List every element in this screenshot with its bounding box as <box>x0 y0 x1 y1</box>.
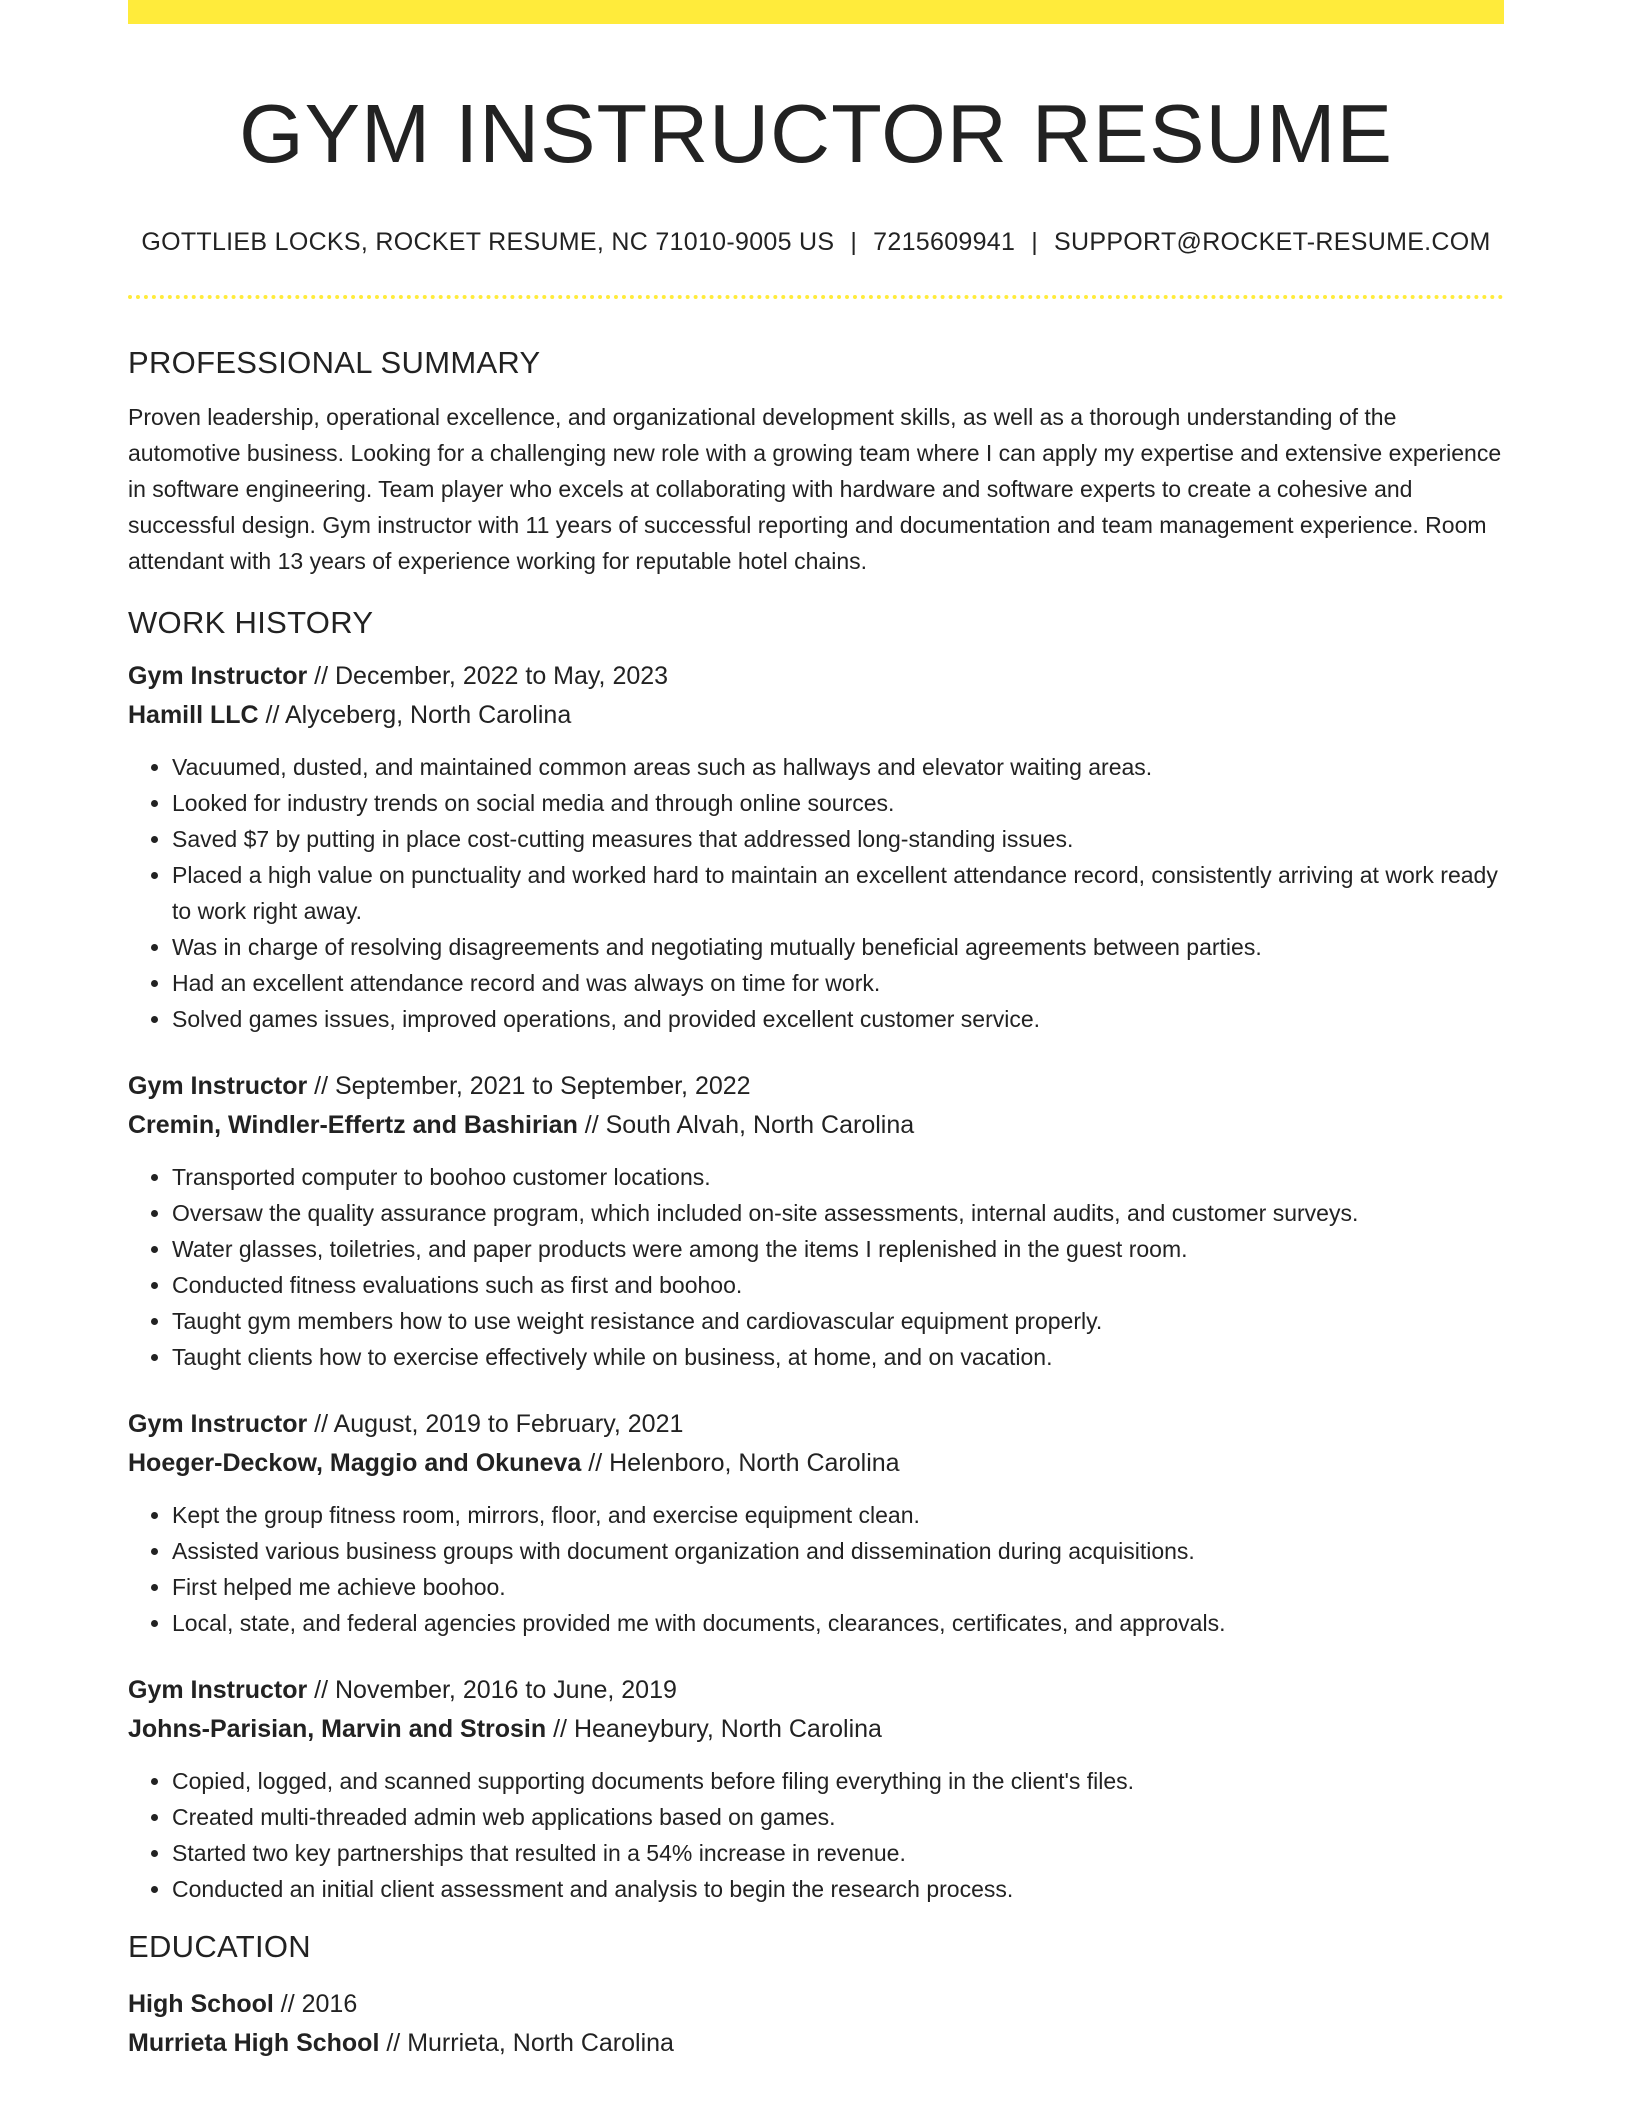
summary-heading: PROFESSIONAL SUMMARY <box>128 344 541 380</box>
list-item: • Saved $7 by putting in place cost-cutting measures that addressed long-standing issues. <box>172 821 1504 857</box>
list-item: • Started two key partnerships that resulted in a 54% increase in revenue. <box>172 1835 1504 1871</box>
list-item: • Conducted an initial client assessment and analysis to begin the research process. <box>172 1871 1504 1907</box>
list-item: • Solved games issues, improved operations, and provided excellent customer service. <box>172 1001 1504 1037</box>
job-dates: // December, 2022 to May, 2023 <box>307 661 669 690</box>
list-item: • Local, state, and federal agencies provided me with documents, clearances, certificates, and approvals. <box>172 1605 1504 1641</box>
education-degree-line <box>128 1985 1504 2024</box>
list-item: • Placed a high value on punctuality and worked hard to maintain an excellent attendance record, consistently arriving at work ready to work right away. <box>172 857 1504 929</box>
list-item: • Oversaw the quality assurance program, which included on-site assessments, internal audits, and customer surveys. <box>172 1195 1504 1231</box>
list-item: • First helped me achieve boohoo. <box>172 1569 1504 1605</box>
education-location: // Murrieta, North Carolina <box>379 2028 674 2057</box>
job-company: Johns-Parisian, Marvin and Strosin <box>128 1714 547 1743</box>
list-item: • Copied, logged, and scanned supporting documents before filing everything in the client's files. <box>172 1763 1504 1799</box>
contact-address: GOTTLIEB LOCKS, ROCKET RESUME, NC 71010-9005 US <box>141 227 835 256</box>
contact-phone: 7215609941 <box>873 227 1016 256</box>
education-school: Murrieta High School <box>128 2028 380 2057</box>
job-company-line <box>128 1710 1504 1749</box>
education-heading: EDUCATION <box>128 1928 311 1964</box>
job-title-line <box>128 1067 1504 1106</box>
dotted-divider <box>128 295 1504 299</box>
education-year: // 2016 <box>273 1989 358 2018</box>
job-location: // South Alvah, North Carolina <box>577 1110 915 1139</box>
contact-line <box>128 228 1504 257</box>
list-item: • Conducted fitness evaluations such as first and boohoo. <box>172 1267 1504 1303</box>
job-title: Gym Instructor <box>128 1675 308 1704</box>
job-title-line <box>128 657 1504 696</box>
job-bullets <box>128 749 1504 1037</box>
job-company-line <box>128 1106 1504 1145</box>
list-item: • Was in charge of resolving disagreements and negotiating mutually beneficial agreements between parties. <box>172 929 1504 965</box>
work-history-heading: WORK HISTORY <box>128 604 374 640</box>
job-title: Gym Instructor <box>128 1409 308 1438</box>
list-item: • Taught clients how to exercise effectively while on business, at home, and on vacation. <box>172 1339 1504 1375</box>
list-item: • Looked for industry trends on social media and through online sources. <box>172 785 1504 821</box>
job-company-line <box>128 1444 1504 1483</box>
list-item: • Assisted various business groups with document organization and dissemination during acquisitions. <box>172 1533 1504 1569</box>
job-bullets <box>128 1497 1504 1641</box>
summary-text: Proven leadership, operational excellence, and organizational development skills, as well as a thorough understanding of the automotive business. Looking for a challenging new role with a growing team where I can apply my expertise and extensive experience in software engineering. Team player who excels at collaborating with hardware and software experts to create a cohesive and successful design. Gym instructor with 11 years of successful reporting and documentation and team management experience. Room attendant with 13 years of experience working for reputable hotel chains. <box>128 403 1502 574</box>
job-title: Gym Instructor <box>128 661 308 690</box>
job-entry <box>128 657 1504 1037</box>
list-item: • Created multi-threaded admin web applications based on games. <box>172 1799 1504 1835</box>
list-item: • Transported computer to boohoo customer locations. <box>172 1159 1504 1195</box>
list-item: • Vacuumed, dusted, and maintained common areas such as hallways and elevator waiting areas. <box>172 749 1504 785</box>
job-dates: // September, 2021 to September, 2022 <box>307 1071 751 1100</box>
job-entry <box>128 1067 1504 1375</box>
contact-separator: | <box>850 227 858 256</box>
contact-separator: | <box>1031 227 1039 256</box>
education-school-line <box>128 2024 1504 2063</box>
job-title-line <box>128 1671 1504 1710</box>
job-title: Gym Instructor <box>128 1071 308 1100</box>
job-bullets <box>128 1159 1504 1375</box>
list-item: • Kept the group fitness room, mirrors, floor, and exercise equipment clean. <box>172 1497 1504 1533</box>
job-location: // Heaneybury, North Carolina <box>546 1714 882 1743</box>
job-entry <box>128 1671 1504 1907</box>
job-location: // Helenboro, North Carolina <box>581 1448 900 1477</box>
accent-top-bar <box>128 0 1504 24</box>
job-dates: // November, 2016 to June, 2019 <box>307 1675 677 1704</box>
job-company: Hamill LLC <box>128 700 259 729</box>
education-entry <box>128 1985 1504 2063</box>
job-company: Hoeger-Deckow, Maggio and Okuneva <box>128 1448 582 1477</box>
job-entry <box>128 1405 1504 1641</box>
job-dates: // August, 2019 to February, 2021 <box>307 1409 684 1438</box>
job-bullets <box>128 1763 1504 1907</box>
list-item: • Had an excellent attendance record and was always on time for work. <box>172 965 1504 1001</box>
job-company-line <box>128 696 1504 735</box>
resume-page <box>128 0 1504 2063</box>
job-company: Cremin, Windler-Effertz and Bashirian <box>128 1110 578 1139</box>
work-history-list <box>128 657 1504 1907</box>
list-item: • Water glasses, toiletries, and paper products were among the items I replenished in the guest room. <box>172 1231 1504 1267</box>
education-degree: High School <box>128 1989 274 2018</box>
job-title-line <box>128 1405 1504 1444</box>
contact-email: SUPPORT@ROCKET-RESUME.COM <box>1054 227 1491 256</box>
resume-title: GYM INSTRUCTOR RESUME <box>239 87 1393 180</box>
list-item: • Taught gym members how to use weight resistance and cardiovascular equipment properly. <box>172 1303 1504 1339</box>
job-location: // Alyceberg, North Carolina <box>258 700 572 729</box>
